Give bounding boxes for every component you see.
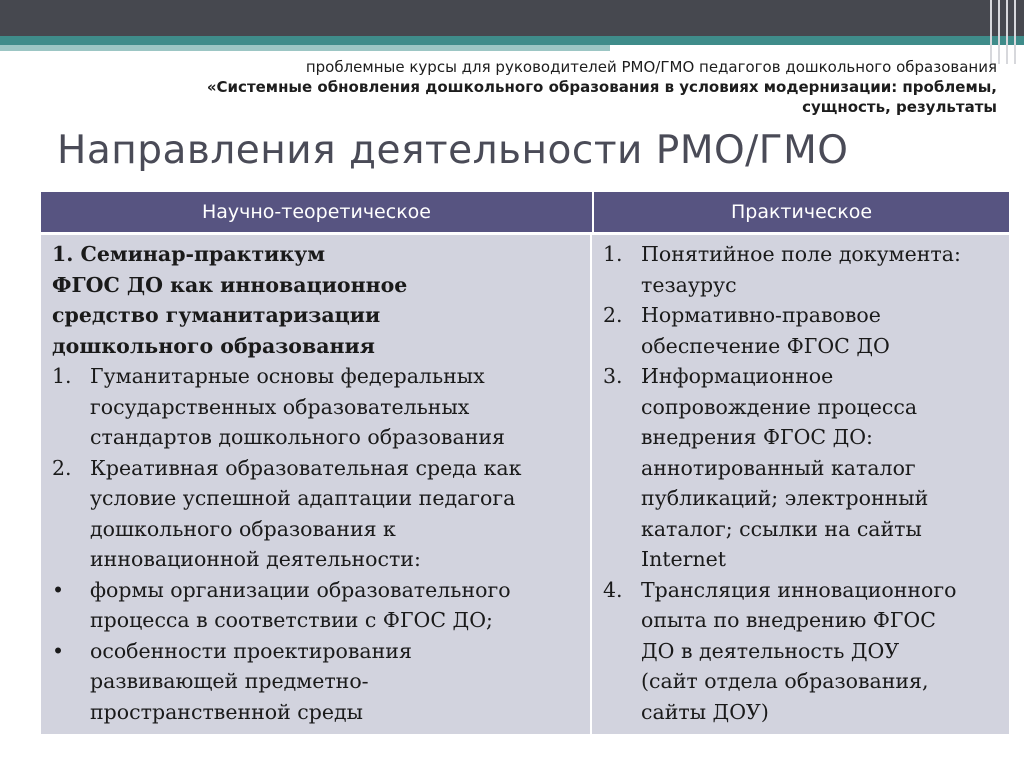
list-item	[603, 361, 1007, 575]
list-item-line: Информационное	[641, 364, 834, 388]
header-theoretical: Научно-теоретическое	[41, 192, 594, 232]
list-item-line: Internet	[641, 547, 727, 571]
list-item-line: ДО в деятельность ДОУ	[641, 638, 900, 663]
list-item-line: внедрения ФГОС ДО:	[641, 425, 873, 449]
seminar-heading-line: ФГОС ДО как инновационное	[52, 272, 408, 297]
list-item-line: Гуманитарные основы федеральных	[90, 364, 485, 388]
list-item	[603, 575, 1007, 728]
list-item-line: аннотированный каталог	[641, 455, 916, 480]
list-item-line: Креативная образовательная среда как	[90, 455, 522, 480]
list-item-line: Трансляция инновационного	[641, 577, 957, 602]
list-item-line: процесса в соответствии с ФГОС ДО;	[90, 608, 493, 632]
list-marker: 2.	[603, 303, 623, 327]
list-item-line: формы организации образовательного	[90, 577, 511, 602]
seminar-heading-line: дошкольного образования	[52, 333, 375, 358]
list-item-line: условие успешной адаптации педагога	[90, 486, 516, 510]
list-item-line: Понятийное поле документа:	[641, 242, 961, 266]
list-marker: 2.	[52, 455, 72, 480]
seminar-heading-line: 1. Семинар-практикум	[52, 242, 326, 266]
list-item-line: тезаурус	[641, 272, 737, 297]
teal-thin-band	[0, 45, 610, 51]
list-item-line: пространственной среды	[90, 699, 363, 724]
top-bar	[0, 0, 1024, 36]
list-item-line: государственных образовательных	[90, 394, 470, 419]
list-item	[52, 575, 590, 636]
subtitle-line-2: «Системные обновления дошкольного образования в условиях модернизации: проблемы,	[206, 78, 997, 96]
list-marker: 3.	[603, 364, 623, 388]
list-marker: 4.	[603, 577, 623, 602]
list-item-line: опыта по внедрению ФГОС	[641, 608, 936, 632]
list-item	[603, 300, 1007, 361]
theoretical-cell	[41, 235, 592, 734]
list-item-line: публикаций; электронный	[641, 486, 929, 510]
header-practical: Практическое	[730, 201, 873, 223]
slide-title: Направления деятельности РМО/ГМО	[57, 128, 849, 173]
table-header-row	[41, 192, 1009, 232]
list-item-line: (сайт отдела образования,	[641, 669, 929, 693]
bullet-marker: •	[52, 577, 65, 602]
list-item-line: развивающей предметно-	[90, 669, 369, 693]
list-marker: 1.	[603, 242, 623, 266]
subtitle-line-3: сущность, результаты	[802, 98, 997, 116]
list-item	[52, 361, 590, 453]
list-item-line: Нормативно-правовое	[641, 303, 881, 327]
list-item	[52, 636, 590, 728]
table-body-row	[41, 235, 1009, 734]
list-item-line: сайты ДОУ)	[641, 699, 769, 724]
list-item-line: особенности проектирования	[90, 638, 412, 663]
teal-band	[0, 36, 1024, 45]
list-item-line: сопровождение процесса	[641, 394, 918, 419]
seminar-heading-line: средство гуманитаризации	[52, 303, 381, 327]
course-subtitle	[30, 57, 997, 117]
list-item-line: стандартов дошкольного образования	[90, 425, 505, 449]
seminar-heading	[52, 239, 590, 361]
list-item-line: каталог; ссылки на сайты	[641, 516, 922, 541]
subtitle-line-1: проблемные курсы для руководителей РМО/ГМО педагогов дошкольного образования	[305, 58, 997, 76]
bullet-marker: •	[52, 638, 65, 663]
list-item	[52, 453, 590, 575]
list-item-line: дошкольного образования к	[90, 516, 396, 541]
directions-table	[40, 191, 1010, 735]
list-item-line: инновационной деятельности:	[90, 547, 421, 571]
practical-cell	[592, 235, 1007, 734]
list-item	[603, 239, 1007, 300]
list-item-line: обеспечение ФГОС ДО	[641, 333, 890, 358]
list-marker: 1.	[52, 364, 72, 388]
